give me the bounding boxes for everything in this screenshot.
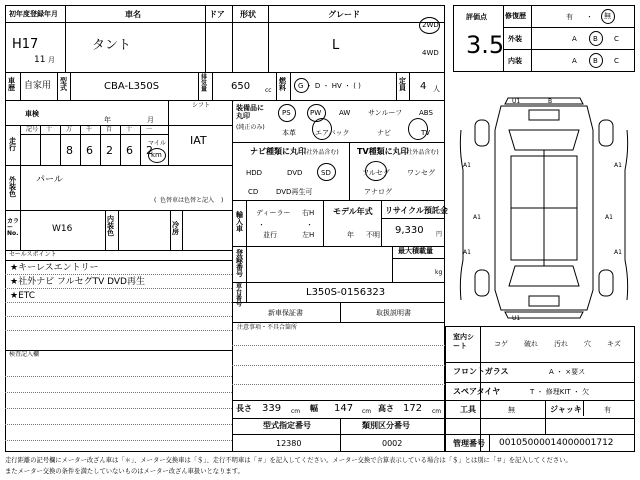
import-right: 右H [302,209,315,217]
repair-yes: 有 [566,13,573,21]
windshield-label: フロントガラス [453,367,509,376]
equip-navi: ナビ [377,129,391,137]
mileage-digit: 6 [126,144,133,157]
interior-color-label: 内装色 [107,215,114,237]
shape-label: 形状 [240,10,256,19]
import-parallel: 並行 [263,231,277,239]
use-value: 自家用 [24,81,52,91]
inspection-month-unit: 月 [147,116,154,124]
max-load-label: 最大積載量 [398,247,433,255]
tools-label: 工具 [460,405,476,414]
exterior-color-label: 外装色 [9,176,16,198]
mileage-digit: 2 [106,144,113,157]
equip-ps: PS [282,109,291,117]
width-label: 幅 [310,404,318,413]
mileage-digit: 6 [86,144,93,157]
repair-dot: ・ [586,13,593,21]
tools-value: 無 [508,406,515,414]
spare-tire-options: T ・ 修理KIT ・ 欠 [530,388,590,396]
mileage-place-label: 十 [126,126,133,133]
equipment-subtitle: (純正のみ) [236,124,265,131]
class-no-value: 0002 [382,439,403,448]
inspection-year-unit: 年 [104,116,111,124]
nav-type-title: ナビ種類に丸印 [250,147,306,156]
seat-hole: 穴 [584,340,591,348]
drive-2wd: 2WD [422,21,439,29]
tv-type-title: TV種類に丸印 [357,147,409,156]
drive-4wd: 4WD [422,49,439,57]
car-damage-diagram [453,90,635,326]
reg-number-label: 登録番号 [236,249,243,278]
interior-grade-label: 内装 [508,57,522,65]
aircon-label: 冷房 [172,221,179,236]
damage-label: A1 [463,162,471,169]
mgmt-no-label: 管理番号 [453,439,485,448]
recycle-label: リサイクル預託金 [385,206,448,215]
nav-dvd-play: DVD再生可 [276,188,313,196]
jack-label: ジャッキ [550,405,582,414]
mileage-place-label: 百 [106,126,113,133]
capacity-label: 定員 [399,77,406,92]
first-reg-label: 初年度登録年月 [9,10,58,18]
shift-label: シフト [192,102,211,109]
seat-scorch: コゲ [494,340,508,348]
model-value: CBA-L350S [104,81,160,92]
length-label: 長さ [236,404,252,413]
spare-tire-label: スペアタイヤ [453,387,501,396]
damage-label: A1 [463,249,471,256]
capacity-unit: 人 [433,85,440,93]
first-reg-month-unit: 月 [48,56,55,64]
equip-airbag: エアバック [315,129,350,137]
grade-value: L [332,38,340,53]
jack-value: 有 [604,406,611,414]
interior-grade-a: A [572,57,577,65]
height-cm: cm [432,408,442,415]
seat-scratch: キズ [607,340,621,348]
km-label: km [151,151,162,159]
recycle-value: 9,330 [395,225,424,236]
footer-line-1: 走行距離の記号欄にメーター改ざん車は「＊」、メーター交換車は「＄」、走行不明車は「＃」を記入してください。メーター交換で合算表示している場合は「＄」とは別に「＃」を記入してください。 [5,457,572,464]
length-value: 339 [262,403,282,414]
nav-dvd: DVD [287,169,303,177]
manual-doc: 取扱説明書 [376,309,411,317]
mileage-place-label: 万 [66,126,73,133]
mileage-place-label: 千 [86,126,93,133]
tv-oneseg: ワンセグ [407,169,435,177]
chassis-label: 車台番号 [236,283,243,308]
use-label: 車歴 [8,77,15,92]
exterior-grade-a: A [572,35,577,43]
import-dealer: ディーラー [256,209,291,217]
exterior-color-value: パール [36,175,63,185]
type-no-value: 12380 [276,439,302,448]
equip-pw: PW [310,109,322,117]
mileage-place-label: 十 [46,126,53,133]
model-year-unit: 年 [347,231,354,239]
equip-abs: ABS [419,109,433,117]
displacement-value: 650 [231,81,251,92]
displacement-unit: cc [265,87,272,94]
equip-aw: AW [339,109,351,117]
import-left: 左H [302,231,315,239]
mileage-place-label: 記号 [26,126,39,133]
model-label: 型式 [60,77,67,92]
mileage-digit: 8 [66,144,73,157]
inspection-label: 車検 [25,110,39,118]
length-cm: cm [291,408,301,415]
interior-seat-label: 室内シート [453,333,474,351]
car-name-label: 車名 [125,10,141,19]
score-label: 評価点 [466,13,487,21]
max-load-kg: kg [435,269,443,276]
model-year-unknown: 不明 [366,231,380,239]
equip-tv: TV [421,129,431,137]
damage-label: U1 [512,98,521,105]
damage-label: A1 [614,162,622,169]
car-name-value: タント [92,38,132,53]
tv-type-sub: (社外品含む) [404,149,439,156]
color-no-value: W16 [52,224,73,234]
windshield-options: A ・ ×要ス [549,368,586,376]
seat-stain: 汚れ [554,340,568,348]
width-cm: cm [362,408,372,415]
sales-point-2: ★社外ナビ フルセグTV DVD再生 [10,277,145,287]
door-label: ドア [209,10,225,19]
exterior-grade-c: C [614,35,619,43]
capacity-value: 4 [420,81,427,92]
chassis-value: L350S-0156323 [306,287,386,298]
tv-analog: アナログ [364,188,392,196]
mileage-place-label: 一 [146,126,153,133]
displacement-label: 排気量 [201,74,208,93]
mile-label: マイル [148,140,166,147]
notes-label: 注意事項・不具合箇所 [237,324,298,331]
color-no-label: カラーNo. [7,218,20,237]
damage-label: A1 [605,214,613,221]
damage-label: A1 [473,214,481,221]
nav-hdd: HDD [246,169,263,177]
damage-label: A1 [614,249,622,256]
fuel-options: G ・ D ・ HV ・ ( ) [298,82,361,90]
exterior-grade-label: 外装 [508,35,522,43]
sales-point-3: ★ETC [10,291,36,301]
import-label: 輸入車 [236,211,243,233]
nav-cd: CD [248,188,259,196]
interior-grade-c: C [614,57,619,65]
equipment-title: 装備品に丸印 [236,104,264,121]
import-dot-1: ・ [258,221,265,229]
nav-type-sub: (社外品含む) [304,149,339,156]
damage-label: U1 [512,315,521,322]
sales-point-1: ★キーレスエントリー [10,263,99,273]
class-no-label: 類別区分番号 [362,421,410,430]
first-reg-year: H17 [12,37,39,52]
mgmt-no-value: 00105000014000001712 [499,438,614,448]
model-year-label: モデル年式 [333,207,373,216]
mileage-label: 走行 [9,137,16,152]
tv-fullseg: フルセグ [362,169,390,177]
warranty-doc: 新車保証書 [268,309,303,317]
damage-label: B [548,98,553,105]
type-no-label: 型式指定番号 [263,421,311,430]
equip-leather: 本革 [282,129,296,137]
height-label: 高さ [378,404,394,413]
footer-line-2: またメーター交換の条件を満たしていないものはメーター改ざん車扱いとなります。 [5,468,244,475]
first-reg-month: 11 [34,55,46,65]
nav-sd: SD [321,169,331,177]
equip-sunroof: サンルーフ [368,109,403,117]
height-value: 172 [403,403,423,414]
seat-tear: 破れ [524,340,538,348]
repair-no: 無 [604,12,611,20]
import-dot-2: ・ [306,221,313,229]
grade-label: グレード [328,10,360,19]
mileage-digit: 2 [146,144,153,157]
shift-value: IAT [190,134,207,147]
exterior-grade-b: B [593,35,598,43]
recycle-yen: 円 [436,231,443,238]
score-value: 3.5 [466,31,505,59]
interior-grade-b: B [593,57,598,65]
inspector-notes-label: 検査記入欄 [9,351,40,358]
exterior-color-note: 色替車は色替と記入 [160,197,215,204]
repair-label: 修復歴 [505,12,526,20]
width-value: 147 [334,403,354,414]
fuel-label: 燃料 [279,77,286,92]
sales-points-label: セールスポイント [9,251,57,258]
